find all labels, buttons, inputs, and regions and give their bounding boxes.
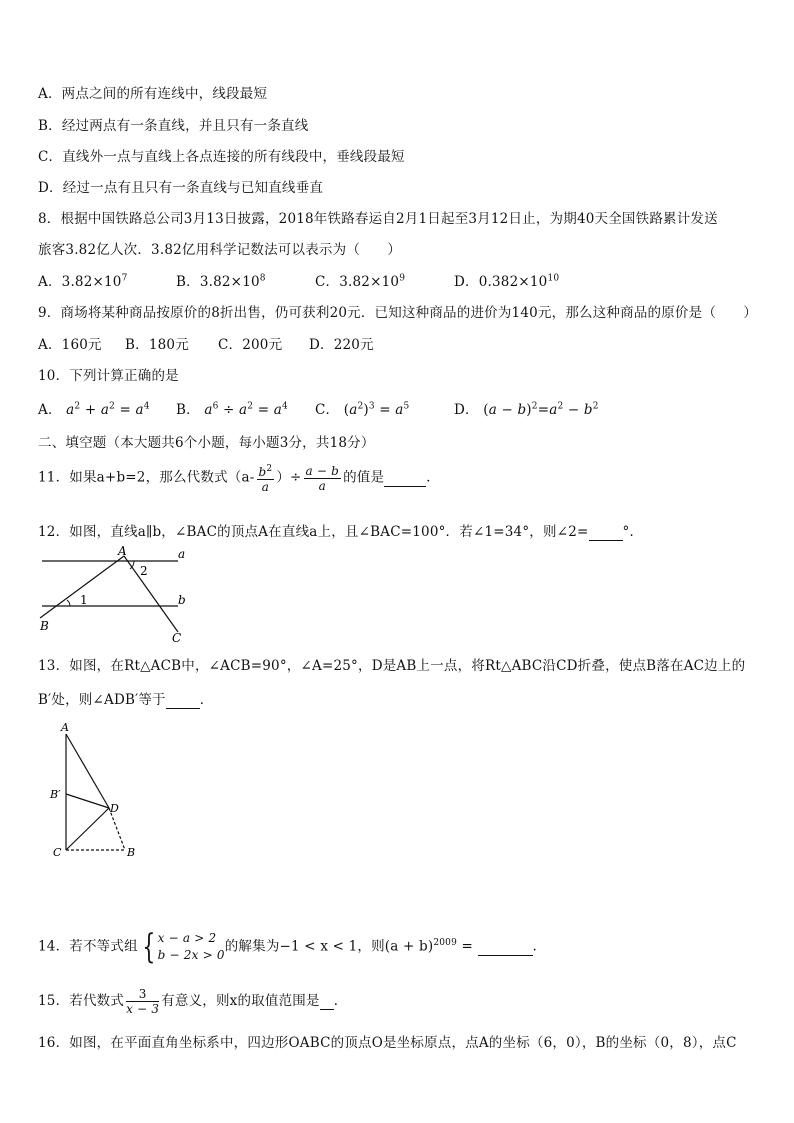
q14: 14．若不等式组 { x − a > 2 b − 2x > 0 的解集为−1 < x < 1，则$(a + b)^{2009}$ = . bbox=[38, 927, 538, 967]
q12-figure bbox=[30, 544, 200, 644]
answer-blank bbox=[589, 524, 623, 541]
q7-option-b: B．经过两点有一条直线，并且只有一条直线 bbox=[38, 118, 309, 134]
q15: 15．若代数式 $\frac{3}{x - 3}$ 有意义，则x的取值范围是 ． bbox=[38, 987, 348, 1016]
q9-option-b: B．180元 bbox=[125, 337, 189, 353]
q10-option-a: A． $a^2 + a^2 = a^4$ bbox=[38, 401, 150, 418]
q13-figure bbox=[44, 722, 154, 862]
q9-option-c: C．200元 bbox=[218, 337, 283, 353]
answer-blank bbox=[478, 939, 533, 956]
label-A: A bbox=[61, 722, 69, 734]
angle-1-arc bbox=[67, 600, 70, 606]
q16-stem-line1: 16．如图，在平面直角坐标系中，四边形OABC的顶点O是坐标原点，点A的坐标（6，0），B的坐标（0，8），点C bbox=[38, 1035, 737, 1051]
label-A: A bbox=[118, 544, 127, 558]
answer-blank bbox=[166, 692, 200, 709]
q9-stem: 9．商场将某种商品按原价的8折出售，仍可获利20元．已知这种商品的进价为140元，那么这种商品的原价是（ ） bbox=[38, 305, 758, 321]
label-a: a bbox=[178, 547, 186, 561]
q8-option-b: B．$3.82\times 10^8$ bbox=[176, 273, 266, 290]
inequality-system bbox=[158, 930, 225, 964]
q12-stem: 12．如图，直线a∥b，∠BAC的顶点A在直线a上，且∠BAC=100°．若∠1=34°，则∠2= °． bbox=[38, 524, 644, 540]
section-2-heading: 二、填空题（本大题共6个小题，每小题3分，共18分） bbox=[38, 435, 375, 451]
q10-option-c: C． $(a^2)^3 = a^5$ bbox=[315, 401, 410, 418]
answer-blank bbox=[384, 470, 426, 487]
inequality-1: x − a > 2 bbox=[157, 931, 217, 945]
q13-stem-line1: 13．如图，在Rt△ACB中，∠ACB=90°，∠A=25°，D是AB上一点，将Rt△ABC沿CD折叠，使点B落在AC边上的 bbox=[38, 658, 746, 674]
label-D: D bbox=[110, 802, 119, 815]
q10-option-b: B． $a^6 \div a^2 = a^4$ bbox=[176, 401, 288, 418]
q13-stem-line2: B′处，则∠ADB′等于 ． bbox=[38, 692, 214, 708]
q10-option-d: D． $(a - b)^2=a^2 - b^2$ bbox=[454, 401, 599, 418]
q9-option-d: D．220元 bbox=[309, 337, 374, 353]
label-Bprime: B′ bbox=[50, 788, 61, 801]
q7-option-a: A．两点之间的所有连线中，线段最短 bbox=[38, 86, 268, 102]
segment-ab bbox=[40, 556, 124, 618]
q8-option-c: C．$3.82\times 10^9$ bbox=[315, 273, 406, 290]
inequality-2: b − 2x > 0 bbox=[157, 948, 225, 962]
label-2: 2 bbox=[140, 564, 148, 578]
q11-fraction-amb-over-a: $\frac{a - b}{a}$ bbox=[305, 463, 340, 493]
label-C: C bbox=[53, 846, 62, 859]
q8-stem-line1: 8．根据中国铁路总公司3月13日披露，2018年铁路春运自2月1日起至3月12日止，为期40天全国铁路累计发送 bbox=[38, 211, 718, 227]
label-B: B bbox=[127, 846, 136, 859]
q10-stem: 10．下列计算正确的是 bbox=[38, 368, 179, 384]
q9-option-a: A．160元 bbox=[38, 337, 102, 353]
answer-blank bbox=[320, 993, 334, 1010]
q11: 11．如果a+b=2，那么代数式（a- $\frac{b^2}{a}$ ）÷ $\frac{a - b}{a}$ 的值是 ． bbox=[38, 463, 440, 494]
label-B: B bbox=[40, 619, 49, 633]
q8-option-d: D．$0.382\times 10^{10}$ bbox=[454, 273, 560, 290]
q11-fraction-b2-over-a: $\frac{b^2}{a}$ bbox=[258, 464, 273, 494]
q8-option-a: A．$3.82\times 10^7$ bbox=[38, 273, 128, 290]
label-b: b bbox=[178, 593, 186, 607]
side-ad bbox=[66, 734, 109, 808]
q8-stem-line2: 旅客3.82亿人次．3.82亿用科学记数法可以表示为（ ） bbox=[38, 242, 402, 258]
system-brace: { bbox=[142, 927, 156, 967]
q7-option-c: C．直线外一点与直线上各点连接的所有线段中，垂线段最短 bbox=[38, 149, 405, 165]
q7-option-d: D．经过一点有且只有一条直线与已知直线垂直 bbox=[38, 180, 324, 196]
label-C: C bbox=[172, 631, 182, 644]
q15-fraction: $\frac{3}{x - 3}$ bbox=[126, 987, 160, 1016]
label-1: 1 bbox=[80, 593, 88, 607]
segment-cd bbox=[66, 808, 109, 850]
